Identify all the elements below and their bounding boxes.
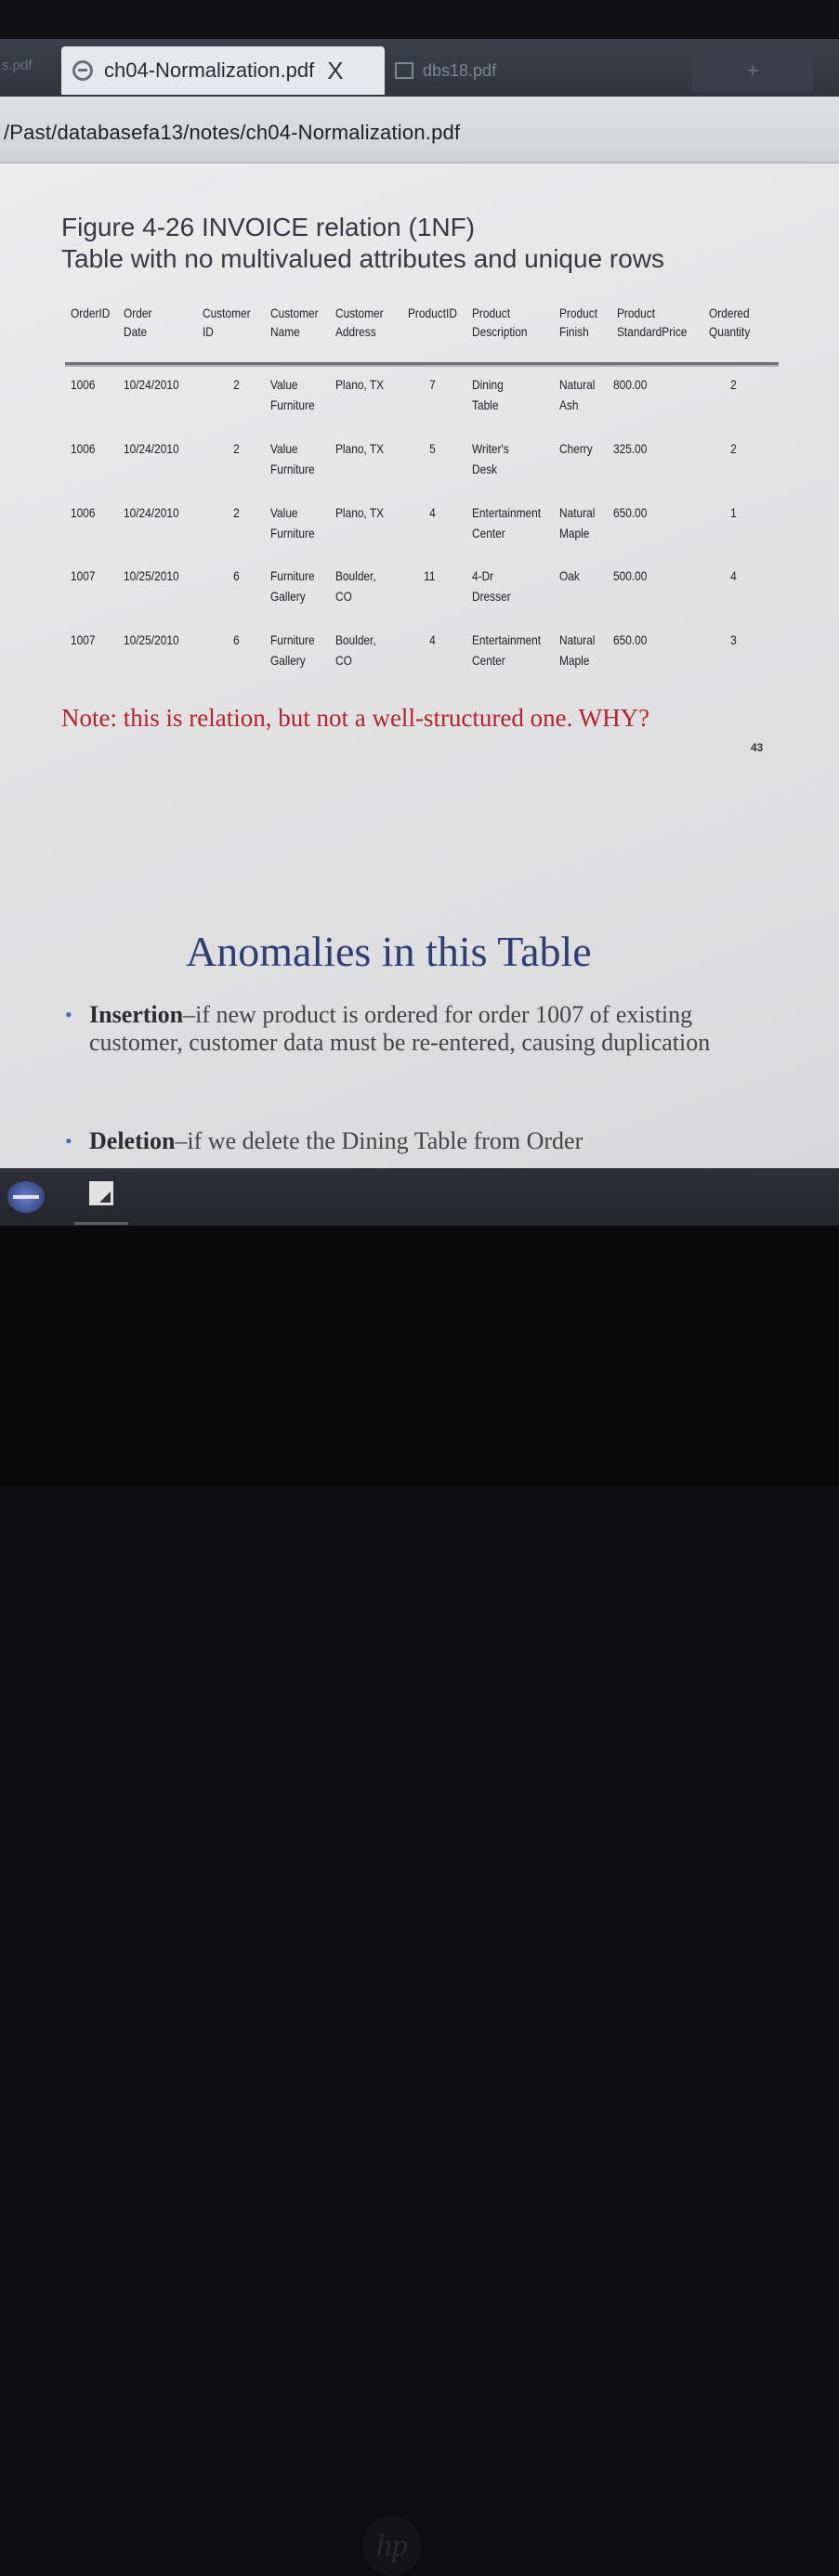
close-tab-icon[interactable]: X [327, 56, 344, 85]
cell-product-description: Writer's [472, 441, 509, 456]
tab-dbs18[interactable] [395, 50, 590, 91]
column-header: Ordered [709, 306, 750, 320]
cell-product-id: 7 [429, 377, 436, 392]
new-tab-button[interactable]: + [692, 50, 813, 91]
taskbar [0, 1168, 839, 1226]
cell-quantity: 1 [730, 505, 737, 520]
cell-customer-name: Value [270, 377, 298, 392]
cell-product-description: Entertainment [472, 632, 542, 647]
cell-customer-name: Furniture [270, 568, 315, 583]
cell-order-date: 10/24/2010 [124, 377, 179, 392]
cell-customer-name: Furniture [270, 526, 315, 540]
cell-product-finish: Natural [559, 505, 596, 520]
column-header: Customer [270, 306, 319, 320]
cell-customer-id: 2 [233, 377, 240, 392]
cell-customer-id: 6 [233, 632, 240, 647]
tab-title: ch04-Normalization.pdf [104, 59, 315, 82]
cell-customer-id: 6 [233, 568, 240, 583]
cell-customer-address: Boulder, [335, 632, 376, 647]
bullet-term: Deletion [89, 1127, 176, 1154]
figure-title [61, 212, 664, 275]
column-header: OrderID [71, 306, 111, 320]
cell-quantity: 4 [730, 568, 737, 583]
column-header: StandardPrice [617, 324, 688, 339]
slide2-title: Anomalies in this Table [186, 928, 592, 975]
column-header: ProductID [408, 306, 457, 320]
bullet-deletion [65, 1127, 740, 1155]
slide-note: Note: this is relation, but not a well-structured one. WHY? [61, 704, 650, 732]
app-taskbar-icon[interactable] [89, 1181, 113, 1205]
tab-ch04-normalization[interactable] [61, 46, 385, 95]
figure-title-line2: Table with no multivalued attributes and unique rows [61, 244, 665, 273]
cell-quantity: 2 [730, 377, 737, 392]
cell-product-id: 5 [429, 441, 436, 456]
column-header: Customer [335, 306, 384, 320]
pdf-tab-icon [72, 60, 93, 81]
cell-product-finish: Ash [559, 397, 579, 412]
column-header: Customer [203, 306, 251, 320]
cell-product-description: Dining [472, 377, 504, 392]
cell-product-id: 4 [429, 505, 436, 520]
header-rule [65, 362, 779, 365]
cell-order-id: 1006 [71, 505, 96, 520]
bullet-text: –if we delete the Dining Table from Order [175, 1127, 583, 1154]
screen-top-bezel [0, 0, 839, 39]
cell-standard-price: 325.00 [613, 441, 648, 456]
cell-order-date: 10/25/2010 [124, 632, 179, 647]
cell-product-finish: Natural [559, 632, 596, 647]
cell-customer-name: Furniture [270, 632, 315, 647]
cell-customer-address: CO [335, 589, 352, 604]
cell-customer-name: Furniture [270, 397, 315, 412]
cell-product-description: Table [472, 397, 499, 412]
cell-customer-address: Plano, TX [335, 505, 385, 520]
cell-standard-price: 650.00 [613, 505, 648, 520]
cell-product-description: 4-Dr [472, 568, 494, 583]
cell-product-finish: Natural [559, 377, 596, 392]
cell-product-id: 11 [424, 568, 436, 583]
cell-quantity: 2 [730, 441, 737, 456]
tab-title: dbs18.pdf [423, 60, 497, 80]
column-header: Product [617, 306, 656, 320]
column-header: Address [335, 324, 376, 339]
page-icon [395, 62, 413, 79]
cell-product-description: Center [472, 653, 505, 668]
bullet-dot-icon: • [65, 1003, 72, 1026]
cell-product-finish: Cherry [559, 441, 593, 456]
cell-customer-address: Boulder, [335, 568, 376, 583]
cell-customer-name: Gallery [270, 653, 306, 668]
cell-standard-price: 650.00 [613, 632, 648, 647]
cell-product-id: 4 [429, 632, 436, 647]
cell-product-description: Center [472, 526, 505, 540]
active-app-indicator [74, 1222, 128, 1225]
cell-order-id: 1006 [71, 377, 96, 392]
cell-customer-name: Value [270, 505, 298, 520]
cell-order-date: 10/24/2010 [124, 441, 179, 456]
page-number: 43 [751, 741, 764, 754]
figure-title-line1: Figure 4-26 INVOICE relation (1NF) [61, 213, 476, 241]
cell-product-description: Desk [472, 462, 498, 476]
cell-customer-address: Plano, TX [335, 441, 385, 456]
column-header: Product [559, 306, 598, 320]
cell-product-description: Entertainment [472, 505, 542, 520]
cell-order-date: 10/25/2010 [124, 568, 179, 583]
browser-taskbar-icon[interactable] [7, 1181, 45, 1213]
cell-product-finish: Maple [559, 526, 590, 540]
cell-customer-id: 2 [233, 505, 240, 520]
column-header: Product [472, 306, 511, 320]
cell-customer-id: 2 [233, 441, 240, 456]
cell-product-finish: Maple [559, 653, 590, 668]
bullet-term: Insertion [89, 1001, 184, 1028]
cell-order-date: 10/24/2010 [124, 505, 179, 520]
cell-quantity: 3 [730, 632, 737, 647]
cell-customer-name: Gallery [270, 589, 306, 604]
column-header: Finish [559, 324, 589, 339]
tab-fragment-left[interactable]: s.pdf [2, 58, 33, 73]
column-header: Date [124, 324, 148, 339]
hp-logo-icon: hp [362, 2517, 422, 2576]
url-text[interactable]: /Past/databasefa13/notes/ch04-Normalization.pdf [4, 121, 461, 144]
cell-order-id: 1006 [71, 441, 96, 456]
cell-order-id: 1007 [71, 568, 96, 583]
laptop-bezel [0, 1226, 839, 2563]
cell-order-id: 1007 [71, 632, 96, 647]
cell-customer-name: Value [270, 441, 298, 456]
column-header: Description [472, 324, 528, 339]
cell-product-description: Dresser [472, 589, 511, 604]
cell-customer-address: Plano, TX [335, 377, 385, 392]
cell-customer-address: CO [335, 653, 352, 668]
column-header: ID [203, 324, 214, 339]
column-header: Name [270, 324, 300, 339]
cell-customer-name: Furniture [270, 462, 315, 476]
bullet-text: –if new product is ordered for order 1007 of existing customer, customer data must be re-entered, causing duplication [89, 1001, 711, 1056]
cell-product-finish: Oak [559, 568, 580, 583]
bullet-dot-icon: • [65, 1129, 72, 1152]
address-bar[interactable] [0, 97, 839, 163]
bullet-insertion [65, 1001, 721, 1057]
cell-standard-price: 500.00 [613, 568, 648, 583]
column-header: Order [124, 306, 152, 320]
cell-standard-price: 800.00 [613, 377, 648, 392]
column-header: Quantity [709, 324, 751, 339]
